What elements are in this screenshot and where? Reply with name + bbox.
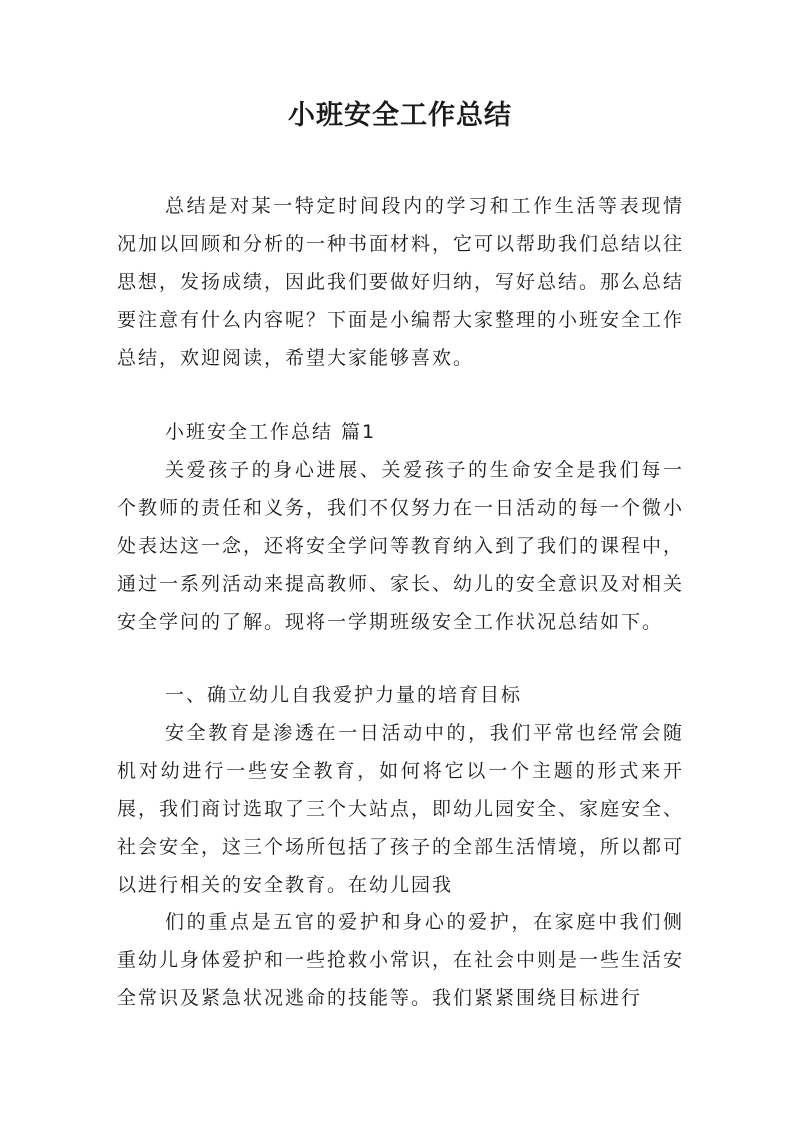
document-title: 小班安全工作总结 <box>288 100 512 131</box>
subheading-1: 一、确立幼儿自我爱护力量的培育目标 <box>165 684 523 706</box>
intro-paragraph: 总结是对某一特定时间段内的学习和工作生活等表现情况加以回顾和分析的一种书面材料，它可以帮助我们总结以往思想，发扬成绩，因此我们要做好归纳，写好总结。那么总结要注意有什么内容呢？下面是小编帮大家整理的小班安全工作总结，欢迎阅读，希望大家能够喜欢。 <box>117 195 685 369</box>
body-paragraph-3: 们的重点是五官的爱护和身心的爱护，在家庭中我们侧重幼儿身体爱护和一些抢救小常识，在社会中则是一些生活安全常识及紧急状况逃命的技能等。我们紧紧围绕目标进行 <box>117 911 685 1009</box>
body-paragraph-1: 关爱孩子的身心进展、关爱孩子的生命安全是我们每一个教师的责任和义务，我们不仅努力在一日活动的每一个微小处表达这一念，还将安全学问等教育纳入到了我们的课程中，通过一系列活动来提高教师、家长、幼儿的安全意识及对相关安全学问的了解。现将一学期班级安全工作状况总结如下。 <box>117 459 685 633</box>
body-paragraph-2: 安全教育是渗透在一日活动中的，我们平常也经常会随机对幼进行一些安全教育，如何将它以一个主题的形式来开展，我们商讨选取了三个大站点，即幼儿园安全、家庭安全、社会安全，这三个场所包括了孩子的全部生活情境，所以都可以进行相关的安全教育。在幼儿园我 <box>117 722 685 896</box>
section-heading: 小班安全工作总结 篇1 <box>165 421 377 443</box>
